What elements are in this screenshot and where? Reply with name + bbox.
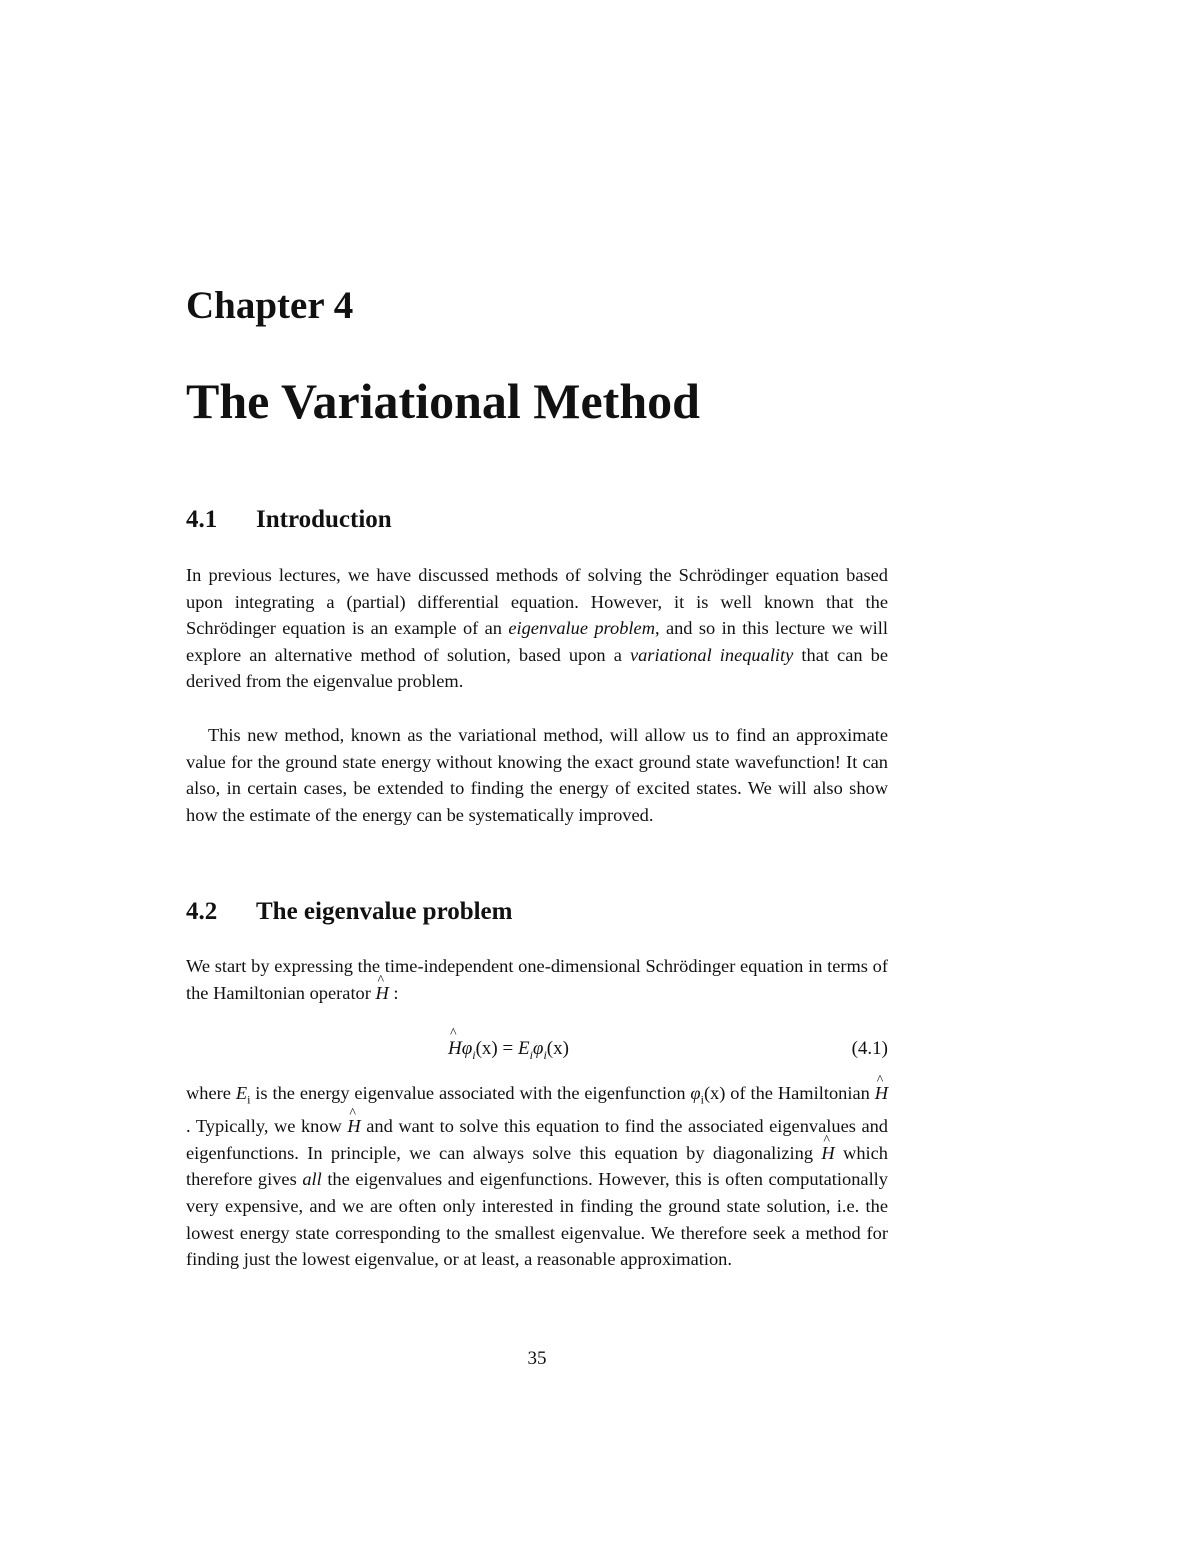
- equals-sign: =: [497, 1038, 518, 1059]
- section-title: The eigenvalue problem: [256, 898, 513, 925]
- chapter-title: The Variational Method: [186, 373, 700, 429]
- text-run: of the Hamiltonian: [725, 1083, 875, 1103]
- text-run: the eigenvalues and eigenfunctions. However, this is often computationally very expensive, and we are often only interested in finding the ground state solution, i.e. the lowest energy state corresponding to the smallest eigenvalue. We therefore seek a method for finding just the lowest eigenvalue, or at least, a reasonable approximation.: [186, 1169, 888, 1270]
- section-number: 4.1: [186, 506, 218, 533]
- text-run: :: [388, 982, 399, 1003]
- section-heading-eigenvalue-problem: [186, 898, 512, 926]
- energy-symbol: E: [235, 1083, 248, 1103]
- equation-number: (4.1): [851, 1038, 888, 1059]
- hamiltonian-symbol: ^ H: [448, 1038, 462, 1060]
- text-run: In previous lectures, we have discussed methods of solving the Schrödinger equation based upon integrating a (partial) differential equation. However, it is well known that the Schrödinger equation is an example of an: [186, 565, 888, 639]
- index-i: i: [543, 1047, 547, 1062]
- chapter-label: Chapter 4: [186, 284, 354, 327]
- intro-paragraph-1: [186, 562, 888, 695]
- text-run: , and so in this lecture we will explore an alternative method of solution, based upon a: [186, 618, 888, 665]
- index-i: i: [700, 1092, 704, 1107]
- section-title: Introduction: [256, 506, 392, 533]
- eigen-paragraph-2: [186, 1080, 888, 1273]
- page-number: 35: [527, 1348, 547, 1369]
- emphasis-eigenvalue-problem: eigenvalue problem: [508, 618, 655, 639]
- emphasis-variational-inequality: variational inequality: [629, 644, 794, 665]
- text-run: is the energy eigenvalue associated with the eigenfunction: [250, 1083, 691, 1103]
- text-run: where: [186, 1083, 236, 1103]
- text-run: and want to solve this equation to find the associated eigenvalues and eigenfunctions. In principle, we can always solve this equation by diagonalizing: [186, 1116, 888, 1163]
- section-heading-introduction: [186, 506, 392, 534]
- text-run: We start by expressing the time-independent one-dimensional Schrödinger equation in terms of the Hamiltonian operator: [186, 956, 888, 1003]
- hamiltonian-symbol: ^ H: [375, 980, 388, 1007]
- energy-symbol: E: [517, 1038, 530, 1059]
- hamiltonian-symbol: ^ H: [347, 1113, 360, 1140]
- section-number: 4.2: [186, 898, 218, 925]
- argument-x: (x): [703, 1083, 726, 1103]
- index-i: i: [472, 1047, 476, 1062]
- phi-symbol: φ: [532, 1038, 544, 1059]
- text-run: which therefore gives: [186, 1142, 888, 1190]
- equation-body: [448, 1038, 569, 1063]
- emphasis-all: all: [302, 1169, 322, 1190]
- argument-x: (x): [546, 1038, 569, 1059]
- equation-4-1: [186, 1038, 888, 1068]
- eigen-intro-paragraph: [186, 953, 888, 1006]
- hamiltonian-symbol: ^ H: [821, 1140, 834, 1167]
- intro-paragraph-2: This new method, known as the variational method, will allow us to find an approximate value for the ground state energy without knowing the exact ground state wavefunction! It can also, in certain cases, be extended to finding the energy of excited states. We will also show how the estimate of the energy can be systematically improved.: [186, 725, 888, 825]
- hamiltonian-symbol: ^ H: [875, 1080, 888, 1107]
- phi-symbol: φ: [461, 1038, 473, 1059]
- argument-x: (x): [475, 1038, 498, 1059]
- index-i: i: [247, 1092, 251, 1107]
- text-run: that can be derived from the eigenvalue problem.: [186, 644, 888, 692]
- phi-symbol: φ: [690, 1083, 701, 1103]
- index-i: i: [529, 1047, 533, 1062]
- text-run: . Typically, we know: [186, 1116, 348, 1137]
